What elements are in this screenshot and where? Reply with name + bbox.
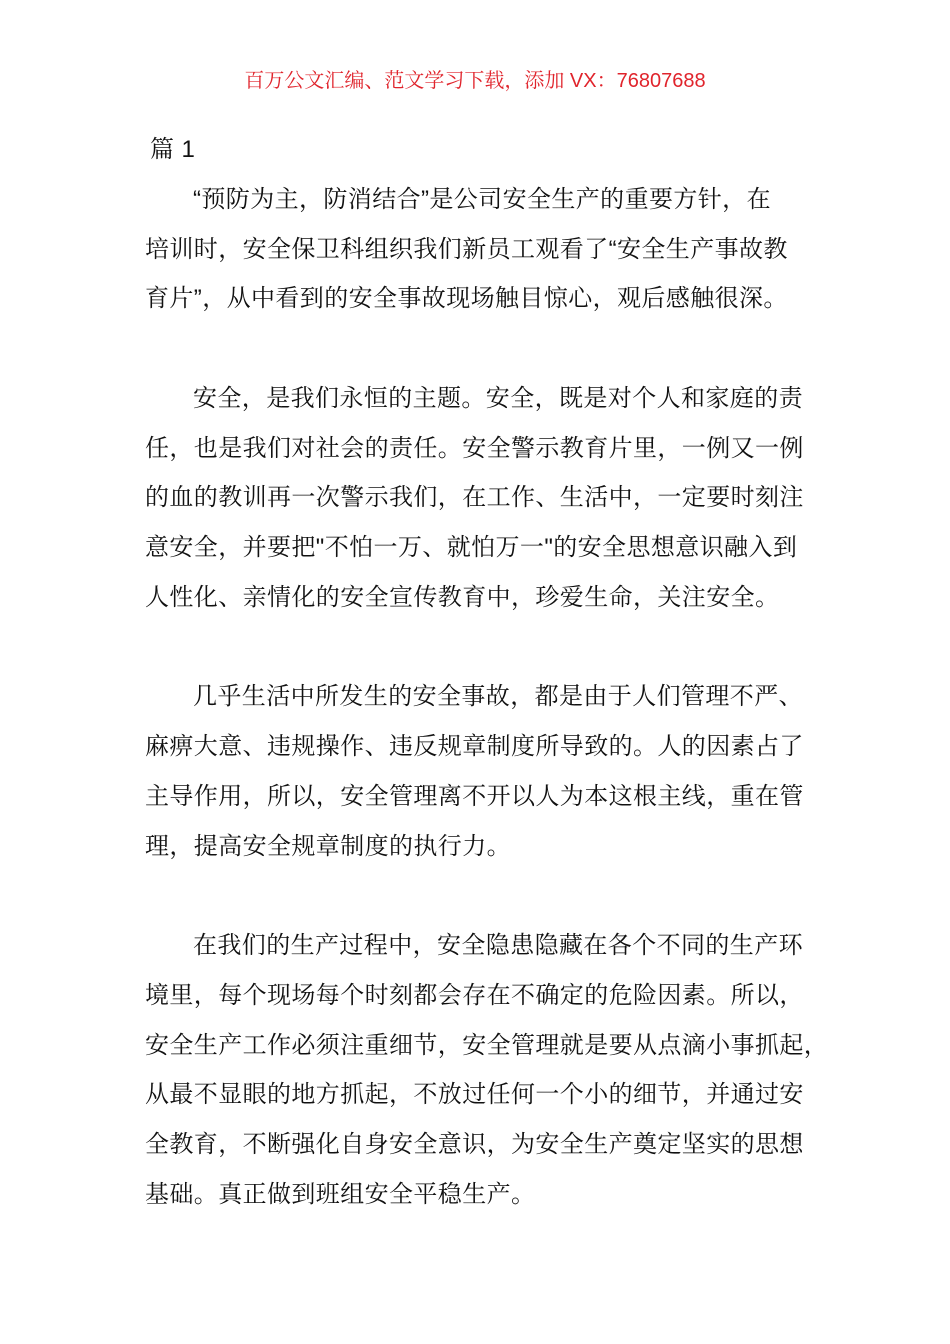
- paragraph-line: 主导作用，所以，安全管理离不开以人为本这根主线，重在管: [145, 782, 804, 810]
- paragraph-line: 在我们的生产过程中，安全隐患隐藏在各个不同的生产环: [193, 932, 803, 959]
- paragraph-line: 育片”，从中看到的安全事故现场触目惊心，观后感触很深。: [145, 285, 788, 313]
- watermark-header: 百万公文汇编、范文学习下载，添加 VX：76807688: [244, 70, 706, 92]
- paragraph-line: 安全，是我们永恒的主题。安全，既是对个人和家庭的责: [193, 384, 803, 412]
- paragraph: [145, 175, 845, 324]
- paragraph: [145, 921, 845, 1220]
- paragraph-line: “预防为主，防消结合”是公司安全生产的重要方针，在: [193, 185, 771, 213]
- paragraph-line: 麻痹大意、违规操作、违反规章制度所导致的。人的因素占了: [145, 733, 804, 760]
- section-title: 篇 1: [150, 136, 196, 163]
- paragraph-line: 境里，每个现场每个时刻都会存在不确定的危险因素。所以，: [145, 981, 804, 1009]
- paragraph-line: 理，提高安全规章制度的执行力。: [145, 832, 511, 860]
- paragraph-line: 安全生产工作必须注重细节，安全管理就是要从点滴小事抓起，: [145, 1031, 829, 1059]
- paragraph-line: 基础。真正做到班组安全平稳生产。: [145, 1180, 536, 1208]
- blank-line: [145, 324, 845, 374]
- paragraph: [145, 672, 845, 871]
- blank-line: [145, 871, 845, 921]
- paragraph-line: 从最不显眼的地方抓起，不放过任何一个小的细节，并通过安: [145, 1081, 804, 1109]
- paragraph-line: 培训时，安全保卫科组织我们新员工观看了“安全生产事故教: [145, 235, 788, 263]
- paragraph-line: 几乎生活中所发生的安全事故，都是由于人们管理不严、: [193, 683, 803, 711]
- paragraph-line: 人性化、亲情化的安全宣传教育中，珍爱生命，关注安全。: [145, 583, 780, 611]
- blank-line: [145, 623, 845, 673]
- document-body: [145, 125, 845, 1220]
- paragraph: [145, 374, 845, 623]
- paragraph-line: 的血的教训再一次警示我们，在工作、生活中，一定要时刻注: [145, 484, 804, 512]
- paragraph-line: 全教育，不断强化自身安全意识，为安全生产奠定坚实的思想: [145, 1131, 804, 1158]
- paragraph-line: 任，也是我们对社会的责任。安全警示教育片里，一例又一例: [145, 434, 804, 462]
- paragraph-line: 意安全，并要把"不怕一万、就怕万一"的安全思想意识融入到: [145, 534, 798, 561]
